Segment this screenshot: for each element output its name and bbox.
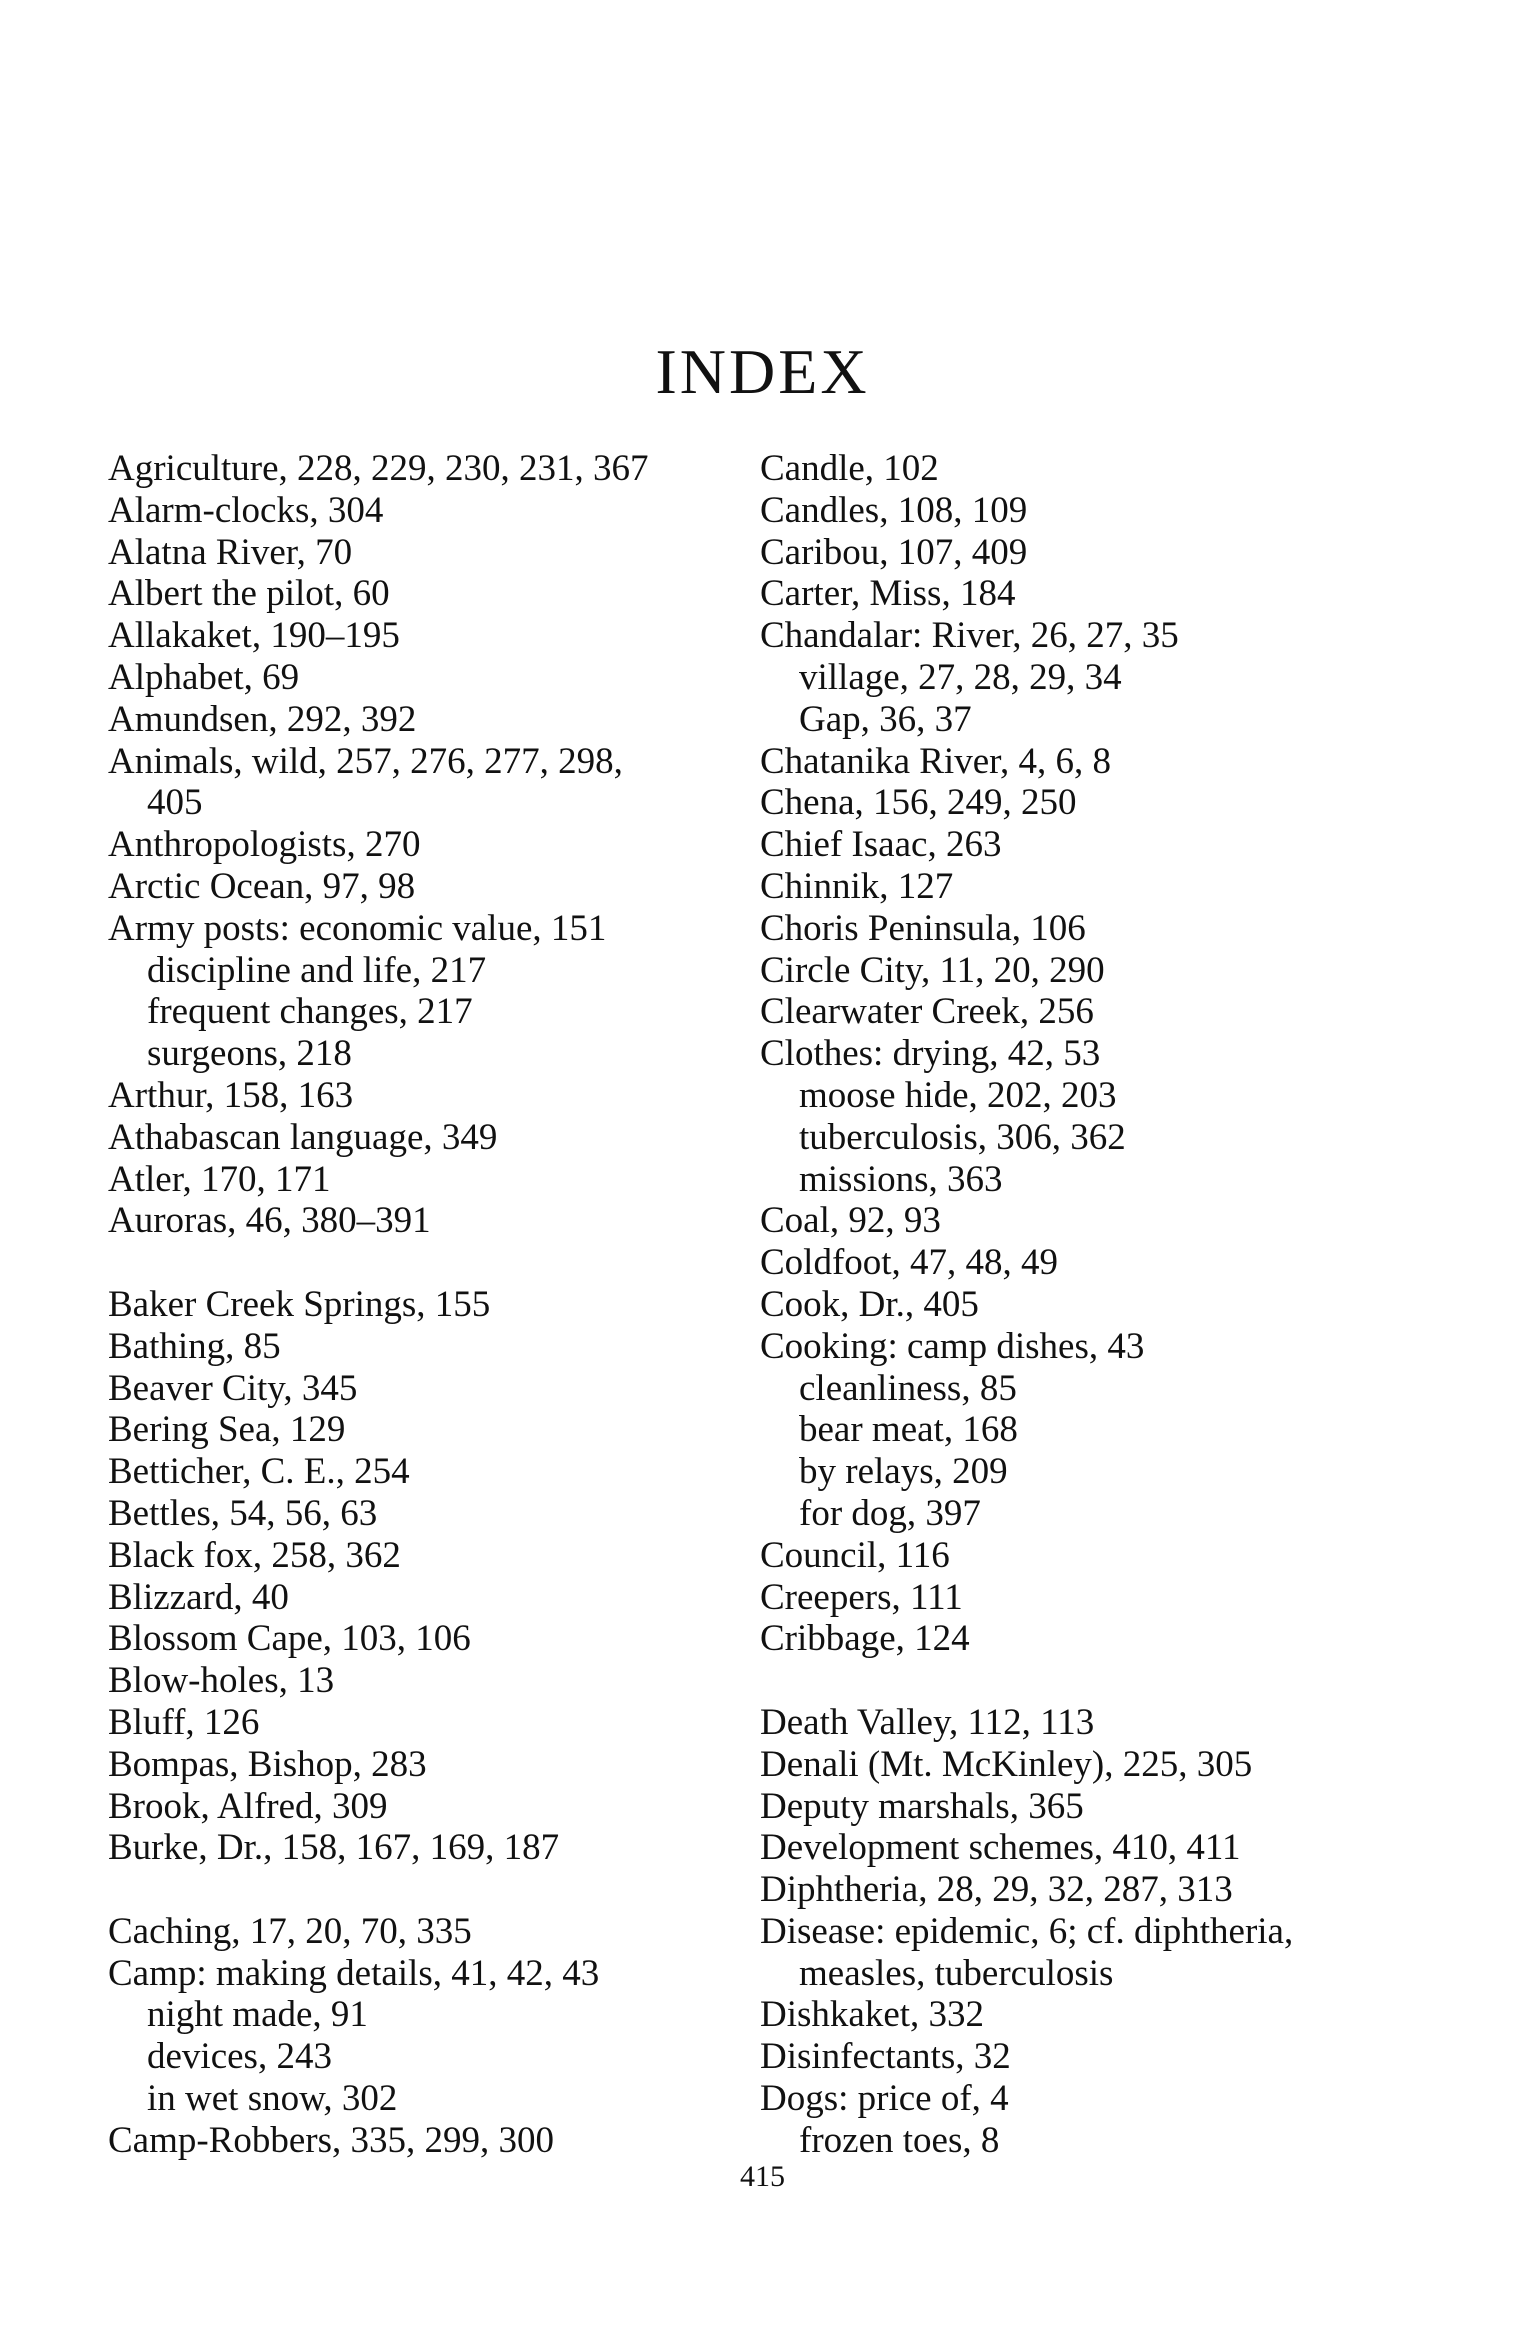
index-entry: Blossom Cape, 103, 106 <box>108 1618 471 1660</box>
index-entry: Camp-Robbers, 335, 299, 300 <box>108 2119 555 2161</box>
index-entry: Army posts: economic value, 151 <box>108 907 607 949</box>
index-entry: Bering Sea, 129 <box>108 1409 346 1451</box>
index-subentry: tuberculosis, 306, 362 <box>799 1116 1126 1158</box>
index-entry: Candle, 102 <box>760 448 939 489</box>
index-entry: Coal, 92, 93 <box>760 1200 941 1242</box>
index-entry: Candles, 108, 109 <box>760 489 1028 531</box>
index-subentry: for dog, 397 <box>799 1492 981 1534</box>
index-entry: Alphabet, 69 <box>108 656 300 698</box>
index-subentry: devices, 243 <box>147 2036 332 2078</box>
index-entry: Anthropologists, 270 <box>108 824 421 866</box>
index-subentry: bear meat, 168 <box>799 1409 1018 1451</box>
index-entry: Black fox, 258, 362 <box>108 1534 401 1576</box>
index-entry: Bathing, 85 <box>108 1325 281 1367</box>
index-entry: Death Valley, 112, 113 <box>760 1701 1095 1743</box>
index-entry: Blow-holes, 13 <box>108 1660 335 1702</box>
index-subentry: measles, tuberculosis <box>799 1952 1114 1994</box>
index-entry: Cook, Dr., 405 <box>760 1283 979 1325</box>
index-entry: Bettles, 54, 56, 63 <box>108 1492 378 1534</box>
index-entry: Arctic Ocean, 97, 98 <box>108 865 416 907</box>
index-entry: Diphtheria, 28, 29, 32, 287, 313 <box>760 1869 1233 1911</box>
index-entry: Bluff, 126 <box>108 1701 260 1743</box>
index-entry: Auroras, 46, 380–391 <box>108 1200 431 1242</box>
index-entry: Circle City, 11, 20, 290 <box>760 949 1105 991</box>
index-entry: Caribou, 107, 409 <box>760 531 1028 573</box>
index-entry: Chandalar: River, 26, 27, 35 <box>760 615 1179 657</box>
index-entry: Alarm-clocks, 304 <box>108 489 384 531</box>
index-entry: Dogs: price of, 4 <box>760 2078 1009 2120</box>
index-entry: Agriculture, 228, 229, 230, 231, 367 <box>108 448 649 489</box>
index-entry: Carter, Miss, 184 <box>760 573 1016 615</box>
index-entry: Creepers, 111 <box>760 1576 963 1618</box>
index-entry: Betticher, C. E., 254 <box>108 1451 410 1493</box>
index-entry: Bompas, Bishop, 283 <box>108 1743 427 1785</box>
index-subentry: surgeons, 218 <box>147 1033 352 1075</box>
index-entry: Chatanika River, 4, 6, 8 <box>760 740 1111 782</box>
index-entry: Council, 116 <box>760 1534 950 1576</box>
index-entry: Cribbage, 124 <box>760 1618 970 1660</box>
index-entry: Amundsen, 292, 392 <box>108 698 417 740</box>
index-entry: Albert the pilot, 60 <box>108 573 390 615</box>
index-entry: Dishkaket, 332 <box>760 1994 985 2036</box>
index-entry: Beaver City, 345 <box>108 1367 358 1409</box>
index-entry: Chena, 156, 249, 250 <box>760 782 1077 824</box>
index-subentry: Gap, 36, 37 <box>799 698 972 740</box>
index-entry: Clearwater Creek, 256 <box>760 991 1094 1033</box>
index-entry: Denali (Mt. McKinley), 225, 305 <box>760 1743 1253 1785</box>
index-entry: Alatna River, 70 <box>108 531 353 573</box>
index-entry: Blizzard, 40 <box>108 1576 289 1618</box>
index-entry: Atler, 170, 171 <box>108 1158 331 1200</box>
index-subentry: missions, 363 <box>799 1158 1003 1200</box>
index-entry: Brook, Alfred, 309 <box>108 1785 388 1827</box>
index-entry: Chief Isaac, 263 <box>760 824 1002 866</box>
index-entry: Disinfectants, 32 <box>760 2036 1011 2078</box>
index-subentry: night made, 91 <box>147 1994 368 2036</box>
index-subentry: frequent changes, 217 <box>147 991 473 1033</box>
index-entry: Chinnik, 127 <box>760 865 954 907</box>
index-entry: Allakaket, 190–195 <box>108 615 400 657</box>
index-subentry: cleanliness, 85 <box>799 1367 1017 1409</box>
index-entry: Caching, 17, 20, 70, 335 <box>108 1910 472 1952</box>
page-title: INDEX <box>655 336 870 407</box>
index-entry: Burke, Dr., 158, 167, 169, 187 <box>108 1827 560 1869</box>
index-entry: Athabascan language, 349 <box>108 1116 498 1158</box>
index-entry: Animals, wild, 257, 276, 277, 298, <box>108 740 623 782</box>
index-column-right <box>760 448 1480 2162</box>
index-entry: Baker Creek Springs, 155 <box>108 1283 491 1325</box>
page-number: 415 <box>740 2160 785 2193</box>
index-subentry: in wet snow, 302 <box>147 2078 398 2120</box>
index-subentry: village, 27, 28, 29, 34 <box>799 656 1122 698</box>
index-subentry: moose hide, 202, 203 <box>799 1074 1117 1116</box>
index-subentry: by relays, 209 <box>799 1451 1008 1493</box>
index-entry: Deputy marshals, 365 <box>760 1785 1084 1827</box>
index-subentry: frozen toes, 8 <box>799 2119 1000 2161</box>
index-entry: Coldfoot, 47, 48, 49 <box>760 1242 1059 1284</box>
index-entry: Arthur, 158, 163 <box>108 1074 354 1116</box>
index-entry: Camp: making details, 41, 42, 43 <box>108 1952 600 1994</box>
index-entry: Clothes: drying, 42, 53 <box>760 1033 1101 1075</box>
index-entry: Cooking: camp dishes, 43 <box>760 1325 1145 1367</box>
index-entry: Disease: epidemic, 6; cf. diphtheria, <box>760 1910 1294 1952</box>
index-entry: Choris Peninsula, 106 <box>760 907 1086 949</box>
index-entry: Development schemes, 410, 411 <box>760 1827 1241 1869</box>
index-subentry: 405 <box>147 782 203 824</box>
index-column-left <box>108 448 748 2162</box>
index-subentry: discipline and life, 217 <box>147 949 487 991</box>
